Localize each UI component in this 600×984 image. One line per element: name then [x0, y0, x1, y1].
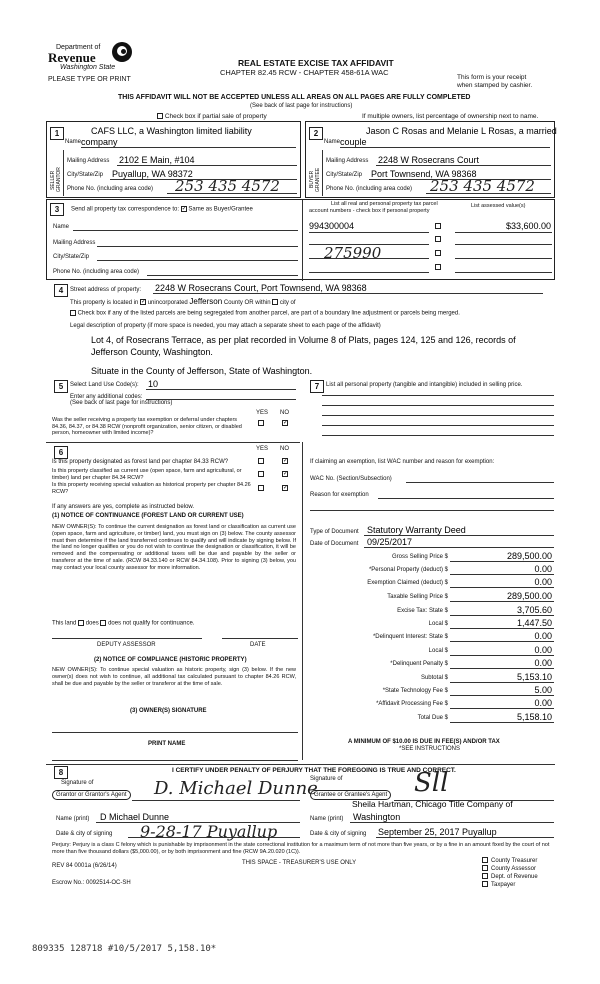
grantee-name-above: Sheila Hartman, Chicago Title Company of	[352, 799, 513, 809]
doc-date: 09/25/2017	[367, 537, 413, 547]
street-label: Street address of property:	[70, 287, 142, 293]
certify-statement: I CERTIFY UNDER PENALTY OF PERJURY THAT THE FOREGOING IS TRUE AND CORRECT.	[172, 767, 456, 774]
historic-yes-checkbox[interactable]	[258, 485, 264, 491]
segregated-label: Check box if any of the listed parcels are being segregated from another parcel, are part of a boundary line adjustment or parcels being merged.	[77, 310, 460, 317]
seller-name-line2: company	[81, 137, 118, 147]
copy-recipient	[482, 873, 538, 881]
q1-no-checkbox[interactable]: ✓	[283, 420, 289, 426]
current-use-no-checkbox[interactable]: ✓	[283, 471, 289, 477]
section-number: 5	[54, 380, 68, 393]
mailing-label: Mailing Address	[53, 240, 96, 246]
tax-row-value: 0.00	[534, 564, 552, 574]
grantor-agent-label: Grantor or Grantor's Agent	[52, 790, 131, 800]
section-number: 2	[309, 127, 323, 140]
tax-row-label: Subtotal $	[420, 675, 448, 681]
grantee-print-name: Washington	[353, 812, 401, 822]
seller-side-label: SELLER	[50, 170, 56, 190]
name-label: Name	[53, 224, 70, 230]
form-title: REAL ESTATE EXCISE TAX AFFIDAVIT	[238, 58, 394, 68]
tax-row-value: 0.00	[534, 631, 552, 641]
copy-recipient-checkbox[interactable]	[482, 873, 488, 879]
personal-property-checkbox-1[interactable]	[435, 223, 441, 229]
please-type: PLEASE TYPE OR PRINT	[48, 76, 131, 83]
personal-property-checkbox-2[interactable]	[435, 236, 441, 242]
notice-compliance-text: NEW OWNER(S): To continue special valuation as historic property, sign (3) below. If the new owner(s) does not wish to continue, all additional tax calculated pursuant to chapter 84.26 RCW, shall be due and payable by the seller or transferor at the time of sale.	[52, 667, 296, 687]
buyer-phone: 253 435 4572	[430, 177, 535, 195]
yes-header: YES	[256, 410, 269, 416]
parcel-2: 275990	[324, 244, 382, 262]
tax-row-value: 0.00	[534, 658, 552, 668]
tax-row-label: *Affidavit Processing Fee $	[376, 701, 448, 707]
grantee-date-city: September 25, 2017 Puyallup	[378, 827, 497, 837]
section-1-seller	[46, 121, 301, 198]
grantor-side-label: GRANTOR	[56, 167, 62, 192]
logo-dept-of: Department of	[56, 44, 101, 51]
current-use-yes-checkbox[interactable]	[258, 471, 264, 477]
unincorporated-checkbox[interactable]: ✓	[141, 299, 147, 306]
copy-recipient-checkbox[interactable]	[482, 865, 488, 871]
notice-continuance-text: NEW OWNER(S): To continue the current designation as forest land or classification as current use (open space, farm and agriculture, or timber) land, you must sign on (3) below. The county assessor must then determine if the land transferred continues to qualify and will indicate by signing below. If the land no longer qualifies or you do not wish to continue the designation or classification, it will be removed and the compensating or additional taxes will be due and payable by the seller or transferor at the time of sale. (RCW 84.33.140 or RCW 84.34.108). Prior to signing (3) below, you may contact your local county assessor for more information.	[52, 524, 296, 571]
copy-recipient	[482, 857, 538, 865]
q1-yes-checkbox[interactable]	[258, 420, 264, 426]
mailing-label: Mailing Address	[326, 158, 369, 164]
grantee-agent-label: Grantee or Grantee's Agent	[310, 790, 391, 800]
seller-city: Puyallup, WA 98372	[112, 169, 193, 179]
additional-codes-label: Enter any additional codes:	[70, 394, 143, 400]
land-use-code: 10	[148, 379, 159, 389]
perjury-notice: Perjury: Perjury is a class C felony which is punishable by imprisonment in the state correctional institution for a maximum term of not more than five years, or by a fine in an amount fixed by the court of not more than five thousand dollars ($5,000.00), or by both imprisonment and fine (RCW 9A.20.020 (1C)).	[52, 842, 550, 855]
personal-property-label: List all personal property (tangible and intangible) included in selling price.	[326, 382, 523, 388]
section-4-number: 4	[54, 284, 68, 297]
forest-yes-checkbox[interactable]	[258, 458, 264, 464]
signature-of-label-left: Signature of	[61, 780, 94, 786]
no-header: NO	[280, 410, 289, 416]
copy-distribution-list	[482, 857, 538, 889]
does-label: does	[85, 620, 99, 627]
owner-signature-label: (3) OWNER(S) SIGNATURE	[130, 708, 207, 714]
cashier-stamp: 809335 128718 #10/5/2017 5,158.10*	[32, 944, 217, 954]
doc-type-label: Type of Document	[310, 529, 359, 535]
tax-row-value: 289,500.00	[506, 591, 552, 601]
tax-row-label: Taxable Selling Price $	[387, 594, 448, 600]
exemption-label: If claiming an exemption, list WAC number and reason for exemption:	[310, 459, 495, 465]
send-correspondence-label: Send all property tax correspondence to:	[71, 206, 180, 213]
copy-recipient	[482, 881, 538, 889]
tax-row-label: Total Due $	[417, 715, 448, 721]
segregated-checkbox[interactable]	[70, 310, 76, 316]
does-checkbox[interactable]	[78, 620, 84, 626]
grantor-print-name: D Michael Dunne	[100, 812, 170, 822]
grantee-side-label: GRANTEE	[315, 167, 321, 192]
tax-row-label: Excise Tax: State $	[397, 608, 448, 614]
section-8-number: 8	[54, 766, 68, 779]
logo-revenue: Revenue	[48, 50, 96, 65]
phone-label: Phone No. (including area code)	[53, 269, 140, 275]
tax-row-label: *Personal Property (deduct) $	[368, 567, 448, 573]
tax-row-label: *Delinquent Interest: State $	[372, 634, 448, 640]
current-use-question: Is this property classified as current use (open space, farm and agricultural, or timber) land per chapter 84.34 RCW?	[52, 468, 242, 481]
partial-sale-label: Check box if partial sale of property	[164, 113, 267, 120]
section-number: 3	[50, 203, 64, 216]
street-address: 2248 W Rosecrans Court, Port Townsend, WA 98368	[155, 283, 367, 293]
historic-no-checkbox[interactable]: ✓	[283, 485, 289, 491]
city-label: City/State/Zip	[67, 172, 104, 178]
legal-line1: Lot 4, of Rosecrans Terrace, as per plat recorded in Volume 8 of Plats, pages 124, 125 and 126, records of	[91, 335, 516, 345]
signature-of-label-right: Signature of	[310, 776, 343, 782]
form-subtitle: CHAPTER 82.45 RCW - CHAPTER 458-61A WAC	[220, 68, 389, 77]
minimum-due-note: A MINIMUM OF $10.00 IS DUE IN FEE(S) AND/OR TAX	[348, 739, 500, 745]
doc-date-label: Date of Document	[310, 541, 359, 547]
form-revision: REV 84 0001a (6/26/14)	[52, 863, 117, 869]
copy-recipient-label: County Assessor	[491, 866, 537, 872]
partial-sale-checkbox[interactable]	[157, 113, 163, 119]
tax-row-value: 5,158.10	[516, 712, 552, 722]
does-not-label: does not qualify for continuance.	[108, 620, 195, 627]
seller-phone: 253 435 4572	[175, 177, 280, 195]
tax-row-label: Local $	[428, 621, 448, 627]
tax-row-value: 0.00	[534, 577, 552, 587]
see-instructions-note: *SEE INSTRUCTIONS	[399, 746, 461, 752]
see-back-text: (See back of last page for instructions)	[250, 103, 353, 109]
tax-row-value: 289,500.00	[506, 551, 552, 561]
exemption-question: Was the seller receiving a property tax exemption or deferral under chapters 84.36, 84.37, or 84.38 RCW (nonprofit organization, senior citizen, or disabled person, homeowner with limited income)?	[52, 417, 242, 436]
same-as-buyer-label: Same as Buyer/Grantee	[188, 206, 253, 213]
located-in-label: This property is located in	[70, 300, 139, 306]
personal-property-checkbox-4[interactable]	[435, 264, 441, 270]
tax-row-value: 0.00	[534, 645, 552, 655]
section-3-tax-correspondence	[46, 199, 555, 280]
legal-description-label: Legal description of property (if more space is needed, you may attach a separate sheet to each page of the affidavit)	[70, 323, 381, 329]
copy-recipient-label: Taxpayer	[491, 882, 516, 888]
legal-line3: Situate in the County of Jefferson, State of Washington.	[91, 366, 313, 376]
parcel-header-1: List all real and personal property tax parcel	[331, 201, 438, 207]
tax-row-label: *State Technology Fee $	[382, 688, 448, 694]
historic-question: Is this property receiving special valuation as historical property per chapter 84.26 RCW?	[52, 482, 251, 495]
land-use-see-back: (See back of last page for instructions)	[70, 400, 173, 406]
no-header-6: NO	[280, 446, 289, 452]
print-name-label: PRINT NAME	[148, 741, 186, 747]
grantor-date-city: 9-28-17 Puyallup	[140, 822, 278, 841]
city-label: City/State/Zip	[53, 254, 90, 260]
receipt-line1: This form is your receipt	[457, 74, 527, 81]
phone-label: Phone No. (including area code)	[67, 186, 154, 192]
city-checkbox[interactable]	[272, 299, 278, 305]
wac-label: WAC No. (Section/Subsection)	[310, 476, 392, 482]
copy-recipient	[482, 865, 538, 873]
forest-question: Is this property designated as forest land per chapter 84.33 RCW?	[52, 459, 229, 465]
escrow-number: Escrow No.: 0092514-OC-SH	[52, 880, 131, 886]
does-not-checkbox[interactable]	[100, 620, 106, 626]
buyer-side-label: BUYER	[309, 170, 315, 188]
reason-label: Reason for exemption	[310, 492, 369, 498]
buyer-city: Port Townsend, WA 98368	[371, 169, 477, 179]
tax-row-label: Gross Selling Price $	[391, 554, 448, 560]
parcel-header-2: account numbers - check box if personal property	[309, 208, 430, 214]
unincorporated-label: unincorporated	[147, 300, 188, 306]
legal-line2: Jefferson County, Washington.	[91, 347, 213, 357]
treasurer-space-label: THIS SPACE - TREASURER'S USE ONLY	[242, 860, 357, 866]
tax-row-label: Local $	[428, 648, 448, 654]
copy-recipient-checkbox[interactable]	[482, 881, 488, 887]
county-name: Jefferson	[189, 297, 223, 306]
grantor-signature: D. Michael Dunne	[154, 778, 318, 799]
buyer-name-line2: couple	[340, 137, 367, 147]
receipt-line2: when stamped by cashier.	[457, 82, 533, 89]
date-city-label-right: Date & city of signing	[310, 831, 367, 837]
notice-continuance-title: (1) NOTICE OF CONTINUANCE (FOREST LAND OR CURRENT USE)	[52, 513, 244, 519]
phone-label: Phone No. (including area code)	[326, 186, 413, 192]
deputy-assessor-label: DEPUTY ASSESSOR	[97, 642, 156, 648]
assessed-header: List assessed value(s)	[471, 203, 526, 209]
section-7-number: 7	[310, 380, 324, 393]
date-label: DATE	[250, 642, 266, 648]
logo-swirl-icon	[112, 42, 132, 62]
personal-property-checkbox-3[interactable]	[435, 250, 441, 256]
if-yes-note: If any answers are yes, complete as instructed below.	[52, 504, 195, 510]
mailing-label: Mailing Address	[67, 158, 110, 164]
section-number: 1	[50, 127, 64, 140]
name-label: Name	[324, 139, 341, 145]
city-of-label: city of	[279, 300, 296, 306]
county-or-within: County OR within	[223, 300, 271, 306]
buyer-name-line1: Jason C Rosas and Melanie L Rosas, a married	[366, 126, 557, 136]
multiple-owners-note: If multiple owners, list percentage of ownership next to name.	[362, 113, 539, 120]
buyer-mailing: 2248 W Rosecrans Court	[378, 155, 480, 165]
grantee-signature: Sll	[414, 768, 449, 798]
copy-recipient-label: Dept. of Revenue	[491, 874, 538, 880]
tax-row-value: 3,705.60	[516, 605, 552, 615]
seller-mailing: 2102 E Main, #104	[119, 155, 195, 165]
name-print-label-right: Name (print)	[310, 816, 344, 822]
date-city-label-left: Date & city of signing	[56, 831, 113, 837]
assessed-1: $33,600.00	[505, 221, 551, 231]
tax-row-value: 0.00	[534, 698, 552, 708]
name-print-label-left: Name (print)	[56, 816, 90, 822]
warning-text: THIS AFFIDAVIT WILL NOT BE ACCEPTED UNLESS ALL AREAS ON ALL PAGES ARE FULLY COMPLETED	[118, 94, 471, 101]
seller-name-line1: CAFS LLC, a Washington limited liability	[91, 126, 252, 136]
logo-state: Washington State	[60, 64, 116, 71]
tax-row-value: 5.00	[534, 685, 552, 695]
section-5-land-use	[46, 380, 298, 440]
tax-row-label: *Delinquent Penalty $	[390, 661, 448, 667]
copy-recipient-label: County Treasurer	[491, 858, 538, 864]
section-6-number: 6	[54, 446, 68, 459]
name-label: Name	[65, 139, 82, 145]
city-label: City/State/Zip	[326, 172, 363, 178]
tax-row-value: 5,153.10	[516, 672, 552, 682]
this-land-label: This land	[52, 620, 77, 627]
tax-row-label: Exemption Claimed (deduct) $	[367, 580, 448, 586]
copy-recipient-checkbox[interactable]	[482, 857, 488, 863]
doc-type: Statutory Warranty Deed	[367, 525, 466, 535]
land-use-label: Select Land Use Code(s):	[70, 382, 139, 388]
notice-compliance-title: (2) NOTICE OF COMPLIANCE (HISTORIC PROPERTY)	[94, 657, 247, 663]
tax-row-value: 1,447.50	[516, 618, 552, 628]
same-as-buyer-checkbox[interactable]: ✓	[181, 206, 187, 212]
parcel-1: 994300004	[309, 221, 355, 231]
section-2-buyer	[305, 121, 555, 198]
forest-no-checkbox[interactable]: ✓	[283, 458, 289, 464]
yes-header-6: YES	[256, 446, 269, 452]
